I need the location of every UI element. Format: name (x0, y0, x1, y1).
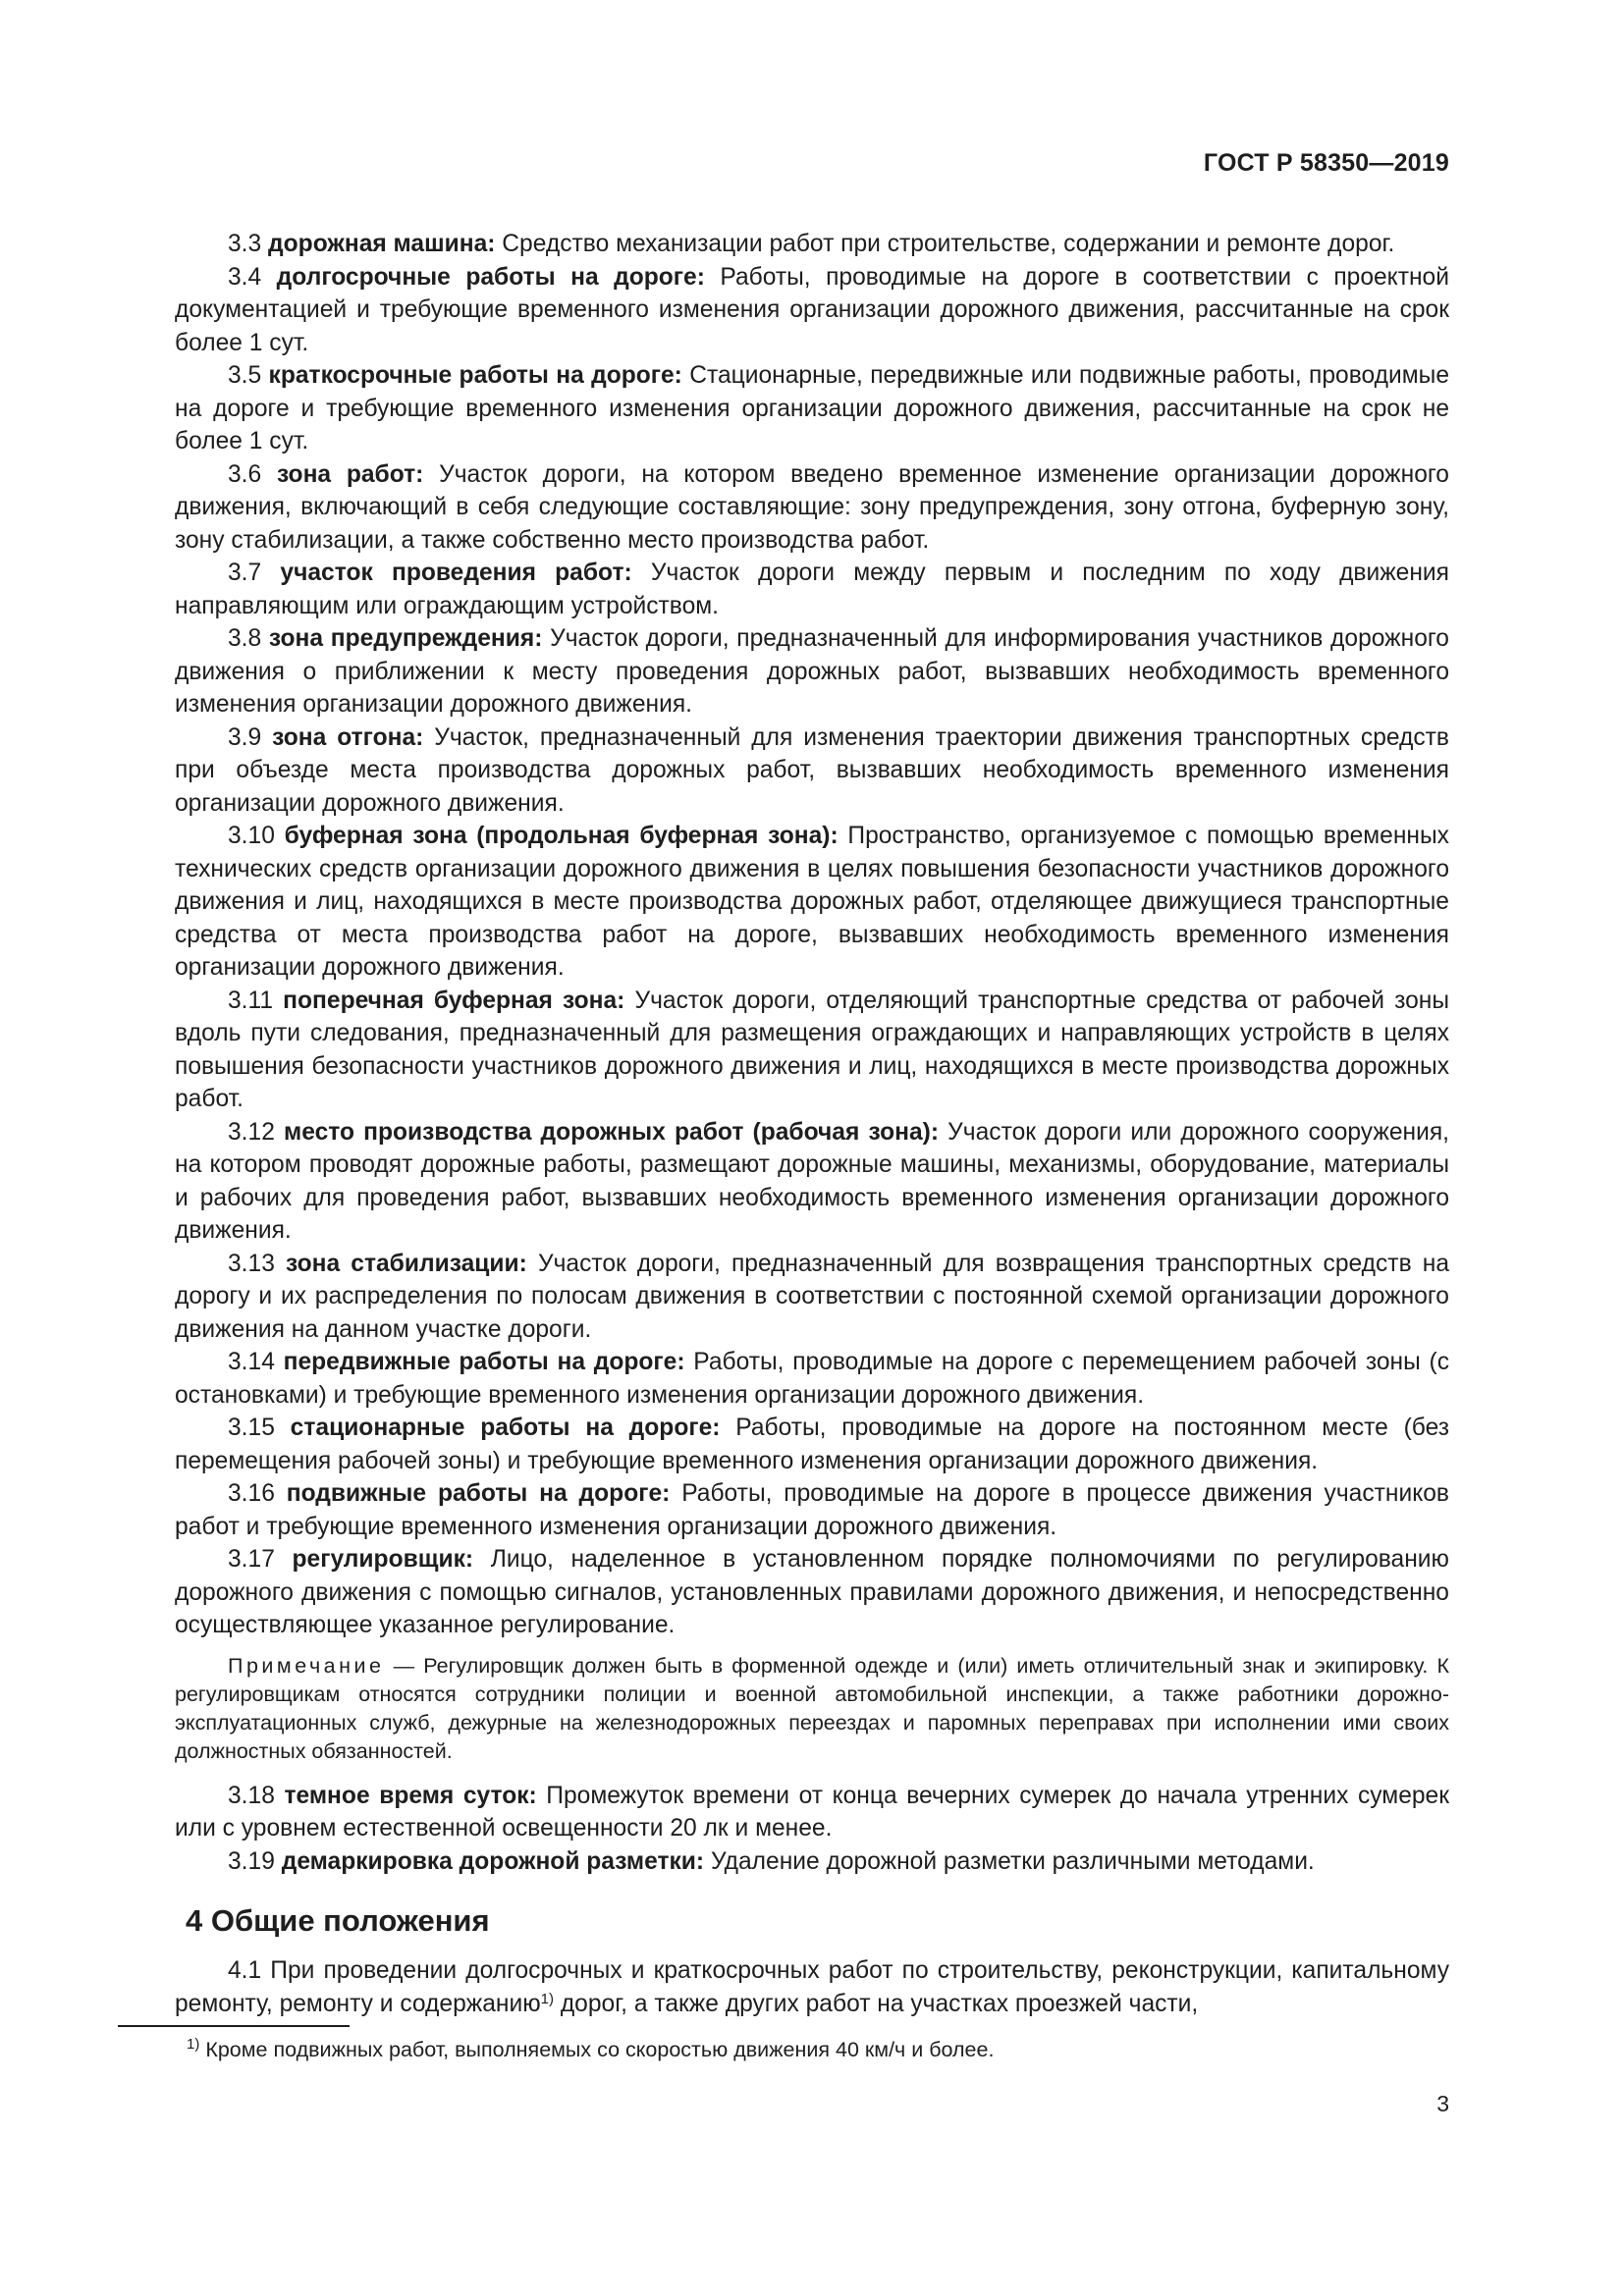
definition-paragraph (175, 820, 1449, 985)
definition-term: передвижные работы на дороге: (283, 1349, 685, 1375)
definition-term: демаркировка дорожной разметки: (281, 1847, 705, 1875)
definition-text: Удаление дорожной разметки различными методами. (704, 1847, 1315, 1875)
definition-paragraph (175, 622, 1449, 721)
section-heading: 4 Общие положения (186, 1903, 490, 1938)
definition-term: зона предупреждения: (268, 625, 543, 652)
definition-term: стационарные работы на дороге: (290, 1415, 721, 1441)
definition-text: Средство механизации работ при строительстве, содержании и ремонте дорог. (495, 231, 1395, 257)
definition-text: Участок дороги, предназначенный для информирования участников дорожного движения о приближении к месту проведения дорожных работ, вызвавших необходимость временного изменения организации дорожного движения. (175, 625, 1449, 718)
definition-paragraph (175, 228, 1449, 261)
footnote-marker: 1) (187, 2036, 200, 2053)
note-paragraph (175, 1652, 1449, 1766)
definition-term: зона отгона: (272, 723, 424, 751)
definition-paragraph (175, 261, 1449, 360)
definition-number: 3.12 (228, 1118, 275, 1146)
definition-number: 3.7 (228, 560, 262, 586)
definition-number: 3.18 (228, 1782, 275, 1809)
definition-paragraph (175, 1780, 1449, 1845)
definition-term: поперечная буферная зона: (283, 987, 625, 1014)
definition-number: 3.17 (228, 1546, 275, 1573)
definition-number: 3.11 (228, 987, 274, 1014)
definition-paragraph (175, 1543, 1449, 1642)
definition-paragraph (175, 721, 1449, 821)
definition-term: краткосрочные работы на дороге: (268, 362, 682, 389)
footnote (175, 2036, 1449, 2063)
definition-text: Участок дороги, предназначенный для возвращения транспортных средств на дорогу и их распределения по полосам движения в соответствии с постоянной схемой организации дорожного движения на данном участке дороги. (175, 1250, 1450, 1343)
definition-number: 3.6 (228, 460, 262, 488)
definition-term: место производства дорожных работ (рабочая зона): (284, 1118, 940, 1146)
definition-text: Участок, предназначенный для изменения траектории движения транспортных средств при объезде места производства дорожных работ, вызвавших необходимость временного изменения организации дорожного движения. (175, 723, 1449, 817)
definition-paragraph (175, 557, 1449, 622)
definition-term: зона работ: (276, 460, 424, 488)
definition-number: 3.3 (228, 231, 262, 257)
definition-paragraph (175, 458, 1449, 558)
definition-term: долгосрочные работы на дороге: (276, 263, 705, 291)
definition-term: дорожная машина: (268, 231, 496, 257)
definition-text: Пространство, организуемое с помощью временных технических средств организации дорожного движения в целях повышения безопасности участников дорожного движения и лиц, находящихся в месте производства дорожных работ, отделяющее движущиеся транспортные средства от места производства работ на дороге, вызвавших необходимость временного изменения организации дорожного движения. (175, 823, 1449, 981)
definition-paragraph (175, 1248, 1449, 1347)
definition-paragraph (175, 1116, 1449, 1248)
definition-number: 3.4 (228, 263, 262, 291)
definition-paragraph (175, 1845, 1449, 1879)
definition-number: 3.15 (228, 1415, 275, 1441)
footnote-text: Кроме подвижных работ, выполняемых со скоростью движения 40 км/ч и более. (199, 2038, 995, 2061)
definition-number: 3.13 (228, 1250, 275, 1277)
note-text: — Регулировщик должен быть в форменной одежде и (или) иметь отличительный знак и экипировку. К регулировщикам относятся сотрудники полиции и военной автомобильной инспекции, а также работники дорожно-эксплуатационных служб, дежурные на железнодорожных переездах и паромных переправах при исполнении ими своих должностных обязанностей. (175, 1653, 1449, 1763)
paragraph-text-start: 4.1 При проведении долгосрочных и краткосрочных работ по строительству, реконструкции, капитальному ремонту, ремонту и содержанию (175, 1957, 1449, 2017)
definition-paragraph (175, 359, 1449, 458)
footnote-reference[interactable]: 1) (540, 1990, 554, 2007)
definition-number: 3.16 (228, 1480, 275, 1507)
definition-term: регулировщик: (292, 1546, 474, 1573)
definition-paragraph (175, 1346, 1449, 1412)
section-paragraph-4-1 (175, 1954, 1449, 2020)
definition-paragraph (175, 1412, 1449, 1477)
definition-text: Работы, проводимые на дороге в соответствии с проектной документацией и требующие временного изменения организации дорожного движения, рассчитанные на срок более 1 сут. (175, 263, 1449, 356)
definition-number: 3.5 (228, 362, 262, 389)
definition-term: подвижные работы на дороге: (286, 1480, 671, 1507)
definition-text: Работы, проводимые на дороге на постоянном месте (без перемещения рабочей зоны) и требующие временного изменения организации дорожного движения. (175, 1415, 1449, 1474)
definition-number: 3.10 (228, 823, 275, 849)
definition-text: Работы, проводимые на дороге в процессе движения участников работ и требующие временного изменения организации дорожного движения. (175, 1480, 1449, 1540)
definitions-list (175, 228, 1449, 1642)
definition-number: 3.14 (228, 1349, 275, 1375)
page-content (175, 228, 1449, 2020)
definition-paragraph (175, 985, 1449, 1116)
definition-text: Участок дороги или дорожного сооружения, на котором проводят дорожные работы, размещают дорожные машины, механизмы, оборудование, материалы и рабочих для проведения работ, вызвавших необходимость временного изменения организации дорожного движения. (175, 1118, 1449, 1244)
definition-paragraph (175, 1477, 1449, 1543)
definition-number: 3.9 (228, 723, 262, 751)
definition-number: 3.19 (228, 1847, 275, 1875)
definition-text: Участок дороги, отделяющий транспортные средства от рабочей зоны вдоль пути следования, предназначенный для размещения ограждающих и направляющих устройств в целях повышения безопасности участников дорожного движения и лиц, находящихся в месте производства дорожных работ. (175, 987, 1450, 1112)
definition-text: Промежуток времени от конца вечерних сумерек до начала утренних сумерек или с уровнем естественной освещенности 20 лк и менее. (175, 1782, 1449, 1842)
definition-text: Работы, проводимые на дороге с перемещением рабочей зоны (с остановками) и требующие временного изменения организации дорожного движения. (175, 1349, 1449, 1409)
definition-number: 3.8 (228, 625, 262, 652)
note-label: Примечание (228, 1653, 385, 1678)
footnote-separator (118, 2025, 350, 2027)
page-number: 3 (1436, 2091, 1449, 2116)
definition-term: буферная зона (продольная буферная зона): (284, 823, 839, 849)
definitions-list-continued (175, 1780, 1449, 1879)
paragraph-text-end: дорог, а также других работ на участках проезжей части, (553, 1990, 1199, 2017)
definition-text: Участок дороги между первым и последним по ходу движения направляющим или ограждающим устройством. (175, 560, 1449, 619)
definition-text: Лицо, наделенное в установленном порядке полномочиями по регулированию дорожного движения с помощью сигналов, установленных правилами дорожного движения, и непосредственно осуществляющее указанное регулирование. (175, 1546, 1449, 1638)
definition-term: участок проведения работ: (280, 560, 632, 586)
definition-term: темное время суток: (284, 1782, 537, 1809)
document-code-header: ГОСТ Р 58350—2019 (1203, 149, 1449, 177)
definition-text: Участок дороги, на котором введено временное изменение организации дорожного движения, включающий в себя следующие составляющие: зону предупреждения, зону отгона, буферную зону, зону стабилизации, а также собственно место производства работ. (175, 460, 1449, 554)
definition-text: Стационарные, передвижные или подвижные работы, проводимые на дороге и требующие временного изменения организации дорожного движения, рассчитанные на срок не более 1 сут. (175, 362, 1449, 454)
definition-term: зона стабилизации: (286, 1250, 527, 1277)
